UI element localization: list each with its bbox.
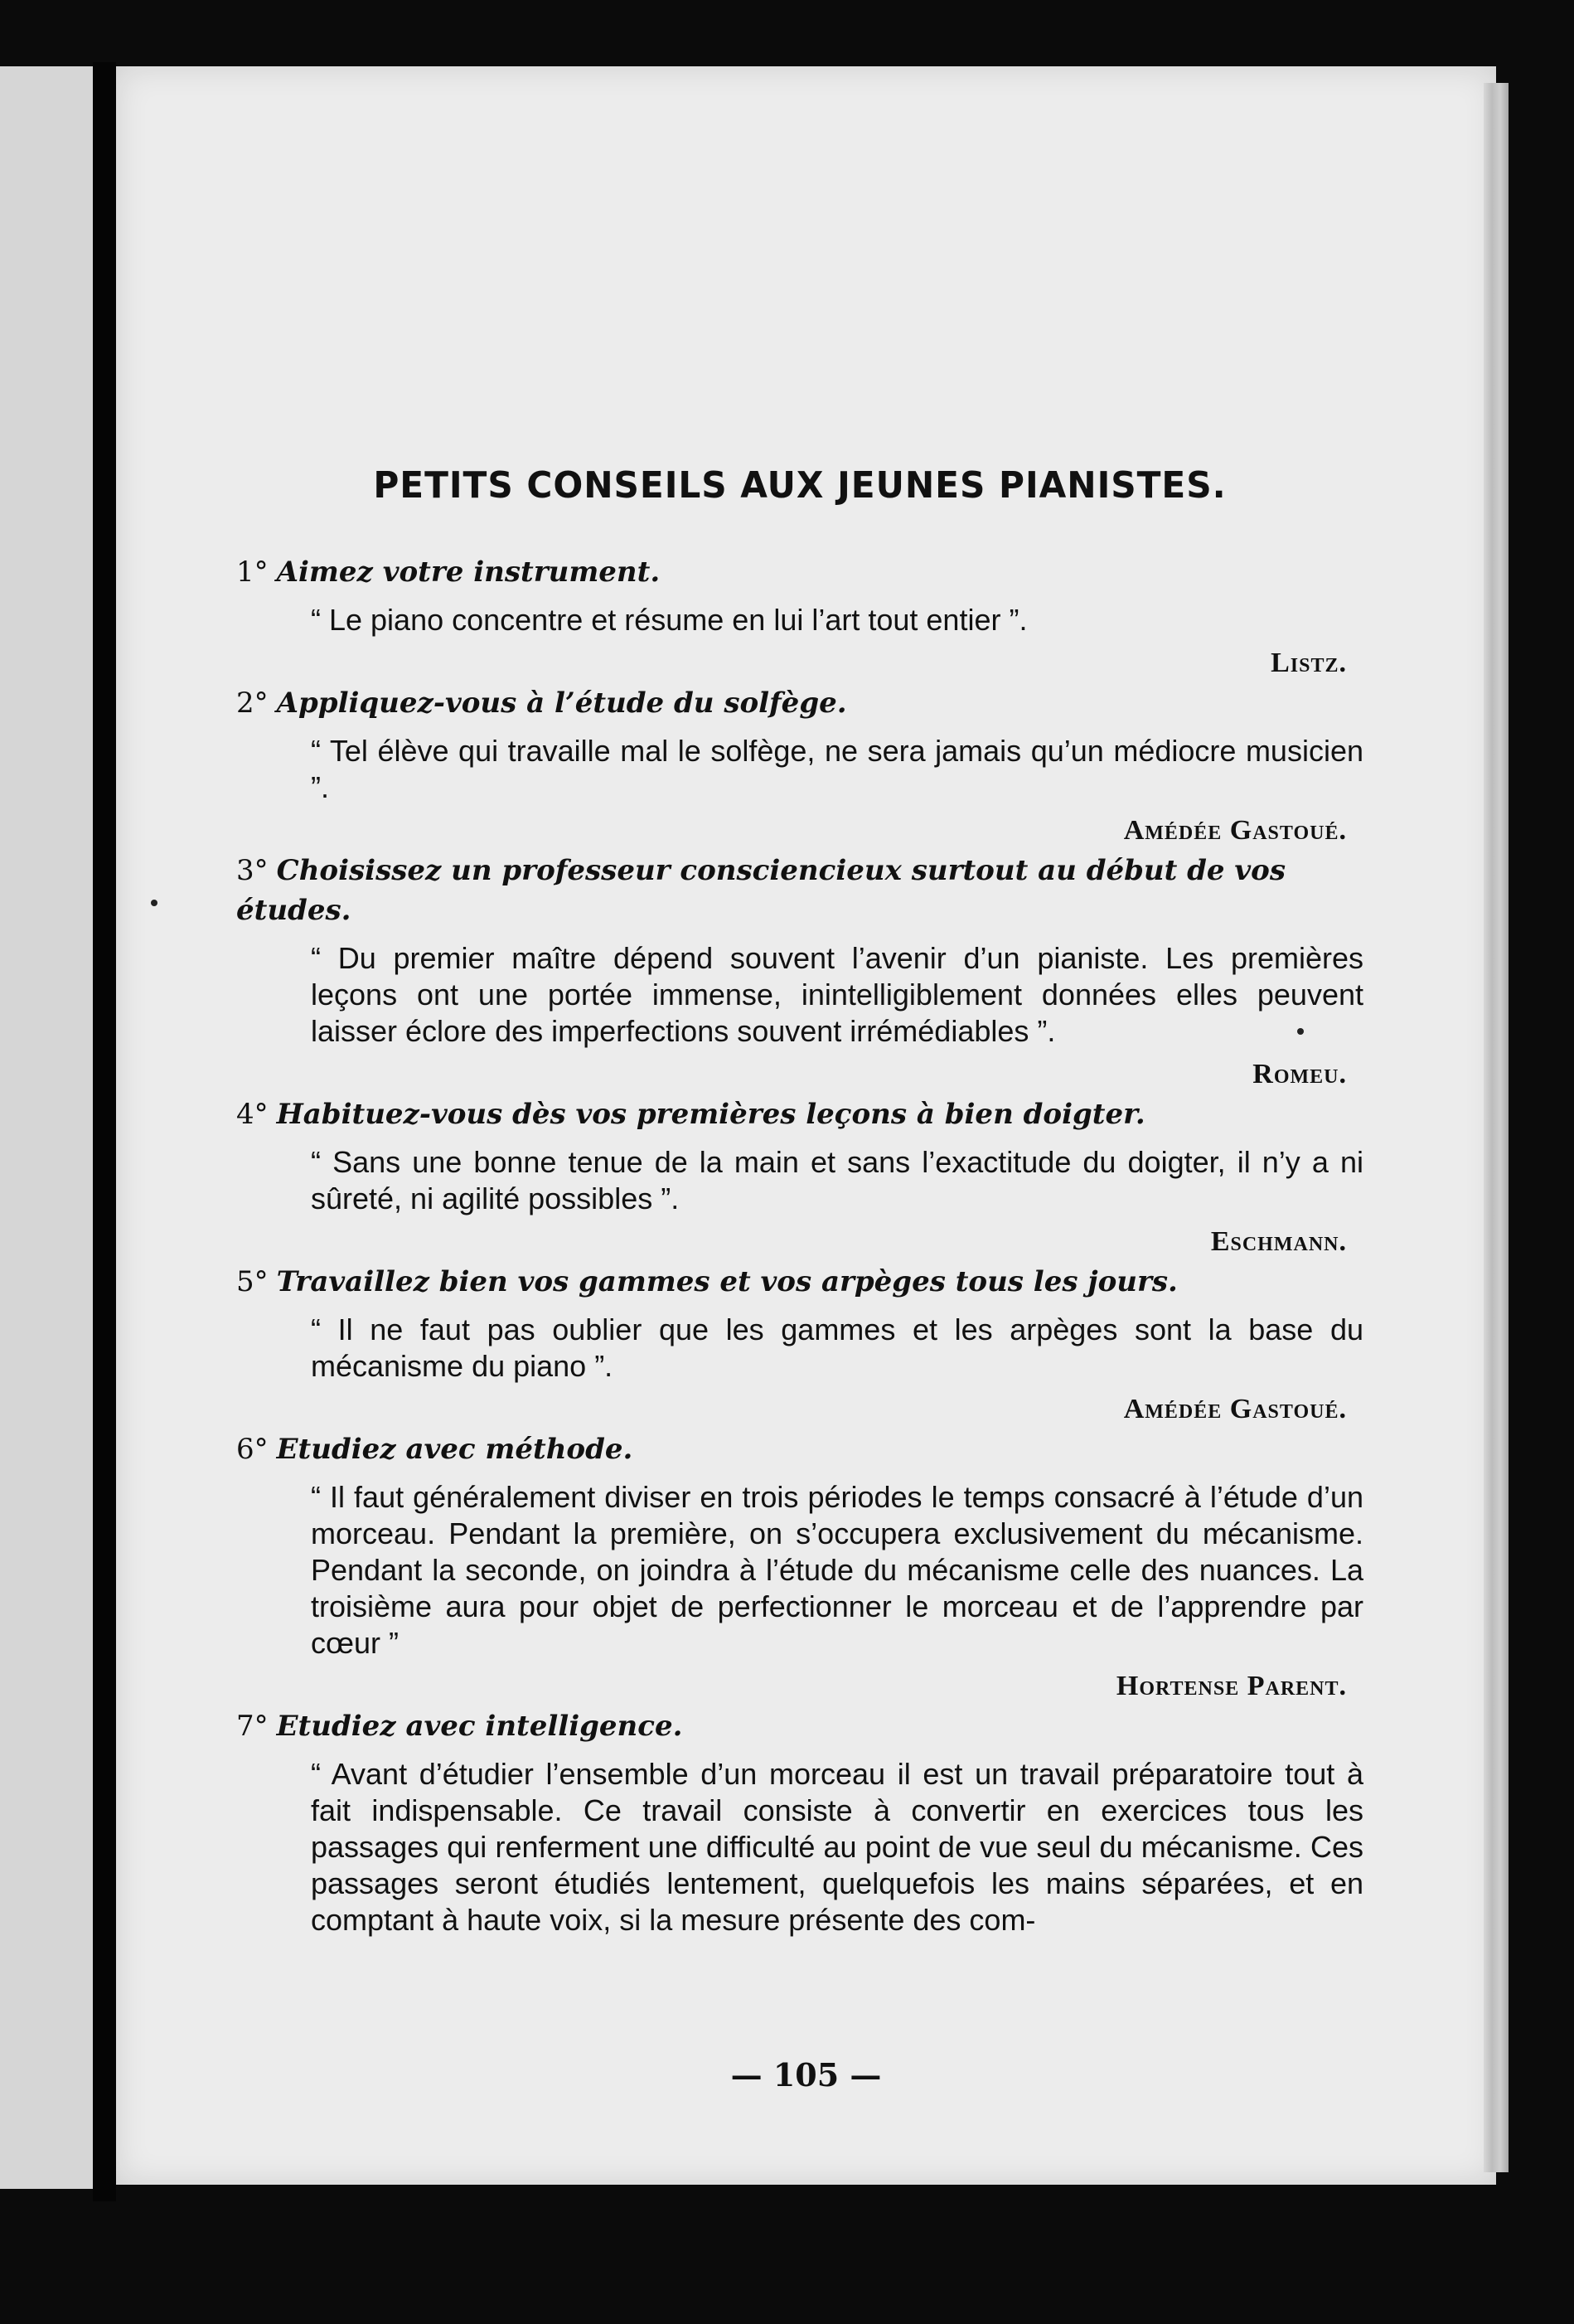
- advice-quote: “ Il ne faut pas oublier que les gammes et les arpèges sont la base du mécanisme du piano ”.: [311, 1312, 1363, 1383]
- advice-heading: [236, 1429, 1363, 1469]
- advice-heading-text: Etudiez avec intelligence.: [276, 1710, 683, 1743]
- advice-number: 3°: [236, 854, 269, 887]
- advice-item-6: [236, 1429, 1363, 1706]
- advice-heading-text: Choisissez un professeur consciencieux surtout au début de vos études.: [236, 854, 1286, 927]
- page-content: [236, 464, 1363, 1938]
- advice-number: 7°: [236, 1710, 269, 1743]
- advice-heading-text: Appliquez-vous à l’étude du solfège.: [276, 687, 847, 720]
- advice-author: Amédée Gastoué.: [1123, 1394, 1347, 1424]
- advice-item-2: [236, 683, 1363, 851]
- advice-heading-text: Travaillez bien vos gammes et vos arpèges tous les jours.: [276, 1265, 1178, 1298]
- left-page-edge: [0, 66, 93, 2189]
- advice-quote: “ Avant d’étudier l’ensemble d’un morceau il est un travail préparatoire tout à fait indispensable. Ce travail consiste à convertir en exercices tous les passages qui renferment une difficulté au point de vue seul du mécanisme. Ces passages seront étudiés lentement, quelquefois les mains séparées, et en comptant à haute voix, si la mesure présente des com-: [311, 1757, 1363, 1937]
- advice-item-7: [236, 1706, 1363, 1938]
- advice-author: Eschmann.: [1210, 1226, 1347, 1257]
- advice-number: 5°: [236, 1265, 269, 1298]
- advice-quote: “ Tel élève qui travaille mal le solfège, ne sera jamais qu’un médiocre musicien ”.: [311, 734, 1363, 804]
- speck-mark: [151, 900, 157, 906]
- advice-author: Amédée Gastoué.: [1123, 815, 1347, 846]
- advice-number: 2°: [236, 687, 269, 720]
- advice-heading: [236, 1262, 1363, 1302]
- page-stack-edge: [1484, 83, 1509, 2172]
- advice-heading: [236, 1094, 1363, 1134]
- binding-shadow: [93, 62, 116, 2201]
- advice-item-3: [236, 851, 1363, 1094]
- advice-heading-text: Etudiez avec méthode.: [276, 1433, 633, 1466]
- advice-heading: [236, 552, 1363, 592]
- advice-number: 6°: [236, 1433, 269, 1466]
- advice-author: Hortense Parent.: [1116, 1671, 1347, 1701]
- advice-author: Listz.: [1271, 648, 1347, 678]
- advice-quote: “ Le piano concentre et résume en lui l’art tout entier ”.: [311, 603, 1028, 637]
- advice-heading-text: Aimez votre instrument.: [276, 556, 661, 589]
- advice-number: 1°: [236, 556, 269, 589]
- advice-heading: [236, 1706, 1363, 1746]
- advice-item-5: [236, 1262, 1363, 1429]
- advice-list: [236, 552, 1363, 1938]
- advice-quote: “ Du premier maître dépend souvent l’avenir d’un pianiste. Les premières leçons ont une portée immense, inintelligiblement données elles peuvent laisser éclore des imperfections souvent irrémédiables ”.: [311, 941, 1363, 1048]
- advice-item-4: [236, 1094, 1363, 1262]
- advice-number: 4°: [236, 1098, 269, 1131]
- speck-mark: [1297, 1028, 1304, 1035]
- page-title: PETITS CONSEILS AUX JEUNES PIANISTES.: [373, 464, 1227, 507]
- advice-item-1: [236, 552, 1363, 683]
- advice-heading-text: Habituez-vous dès vos premières leçons à bien doigter.: [276, 1098, 1145, 1131]
- advice-heading: [236, 683, 1363, 723]
- page-number: — 105 —: [730, 2056, 882, 2094]
- advice-quote: “ Il faut généralement diviser en trois périodes le temps consacré à l’étude d’un morceau. Pendant la première, on s’occupera exclusivement du mécanisme. Pendant la seconde, on joindra à l’étude du mécanisme celle des nuances. La troisième aura pour objet de perfectionner le morceau et de l’apprendre par cœur ”: [311, 1480, 1363, 1660]
- book-page: [116, 66, 1496, 2185]
- advice-heading: [236, 851, 1363, 930]
- advice-author: Romeu.: [1252, 1059, 1347, 1089]
- advice-quote: “ Sans une bonne tenue de la main et sans l’exactitude du doigter, il n’y a ni sûreté, ni agilité possibles ”.: [311, 1145, 1363, 1215]
